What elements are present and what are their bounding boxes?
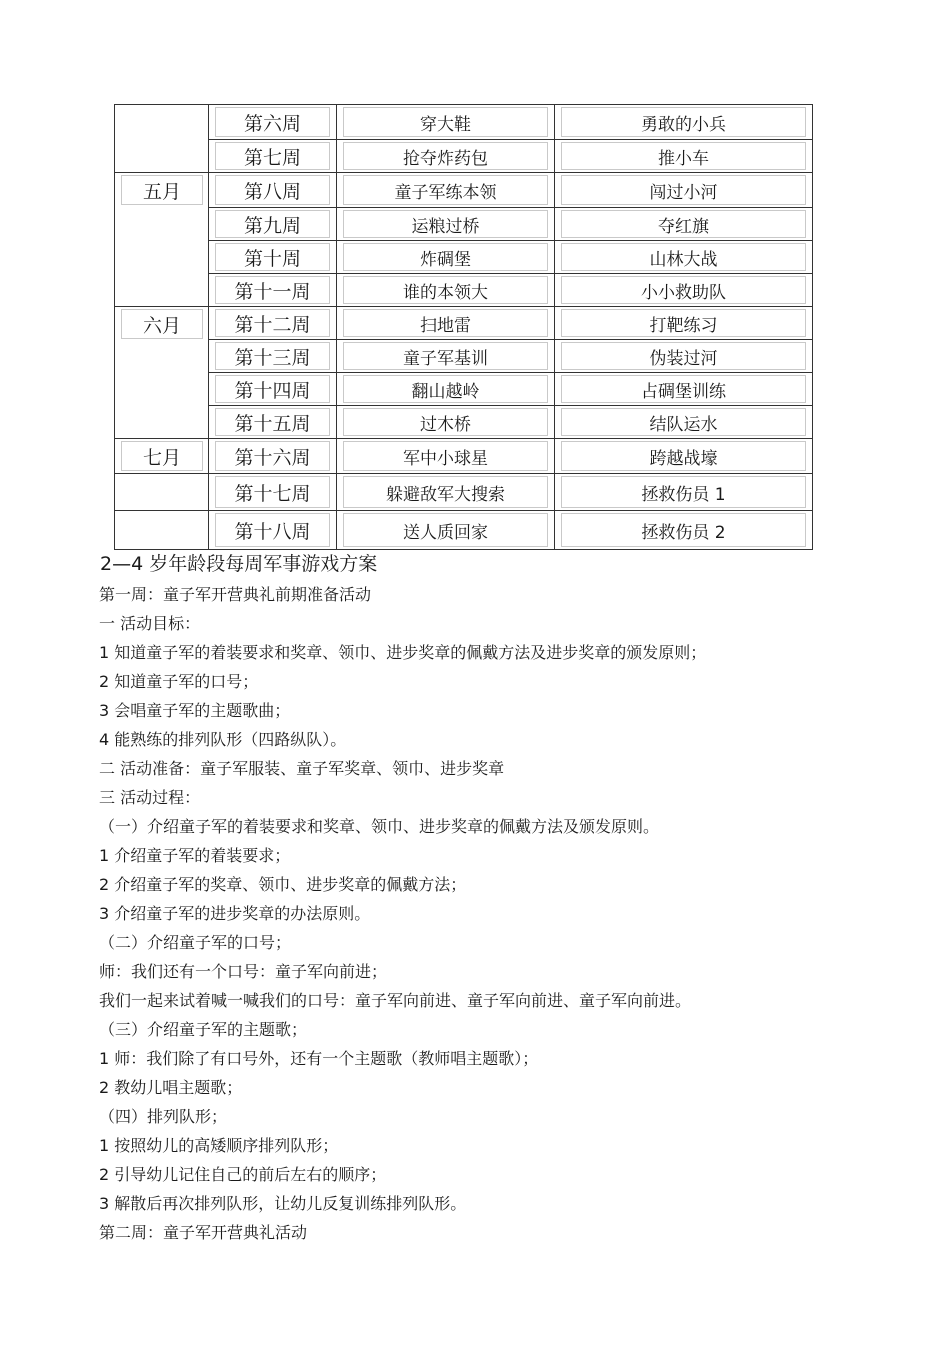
- text-line: 3 解散后再次排列队形，让幼儿反复训练排列队形。: [99, 1194, 467, 1213]
- week-text: 第十七周: [215, 476, 330, 508]
- table-row: [115, 439, 812, 474]
- game-a-text: 躲避敌军大搜索: [343, 476, 548, 508]
- month-label: 五月: [121, 175, 203, 205]
- week-cell: [208, 241, 336, 273]
- game-b-cell: [554, 105, 812, 139]
- text-line: 3 介绍童子军的进步奖章的办法原则。: [99, 904, 371, 923]
- game-a-text: 扫地雷: [343, 309, 548, 337]
- month-cell: [115, 406, 208, 438]
- game-a-cell: [336, 373, 554, 405]
- game-b-text: 拯救伤员 1: [561, 476, 806, 508]
- week-text: 第十一周: [215, 276, 330, 304]
- text-line: （四）排列队形；: [99, 1107, 228, 1126]
- game-a-cell: [336, 274, 554, 306]
- game-b-text: 跨越战壕: [561, 441, 806, 471]
- text-line: 师：我们还有一个口号：童子军向前进；: [99, 962, 388, 981]
- week-cell: [208, 307, 336, 339]
- game-a-text: 过木桥: [343, 408, 548, 436]
- week-cell: [208, 173, 336, 207]
- text-line: 1 师：我们除了有口号外，还有一个主题歌（教师唱主题歌）；: [99, 1049, 539, 1068]
- table-row: [115, 511, 812, 550]
- text-line: 2 知道童子军的口号；: [99, 672, 259, 691]
- game-a-text: 抢夺炸药包: [343, 142, 548, 170]
- game-a-text: 军中小球星: [343, 441, 548, 471]
- text-line: 2 介绍童子军的奖章、领巾、进步奖章的佩戴方法；: [99, 875, 467, 894]
- week-text: 第十周: [215, 243, 330, 271]
- month-cell: [115, 340, 208, 373]
- game-a-cell: [336, 105, 554, 139]
- text-line: （二）介绍童子军的口号；: [99, 933, 292, 952]
- game-b-text: 伪装过河: [561, 342, 806, 370]
- game-b-cell: [554, 439, 812, 473]
- text-line: 三 活动过程：: [99, 788, 201, 807]
- month-cell: [115, 140, 208, 172]
- text-line: 第一周：童子军开营典礼前期准备活动: [99, 585, 372, 604]
- text-line: 2 引导幼儿记住自己的前后左右的顺序；: [99, 1165, 387, 1184]
- week-cell: [208, 208, 336, 240]
- game-b-text: 山林大战: [561, 243, 806, 271]
- text-line: 第二周：童子军开营典礼活动: [99, 1223, 308, 1242]
- week-cell: [208, 340, 336, 372]
- game-a-cell: [336, 208, 554, 240]
- table-row: [115, 474, 812, 511]
- week-text: 第十四周: [215, 375, 330, 403]
- game-a-text: 童子军练本领: [343, 175, 548, 205]
- game-a-text: 炸碉堡: [343, 243, 548, 271]
- table-row: [115, 105, 812, 140]
- week-cell: [208, 511, 336, 549]
- week-cell: [208, 406, 336, 438]
- game-b-cell: [554, 373, 812, 405]
- schedule-table: [114, 104, 813, 550]
- week-text: 第九周: [215, 210, 330, 238]
- week-text: 第十三周: [215, 342, 330, 370]
- text-line: 1 知道童子军的着装要求和奖章、领巾、进步奖章的佩戴方法及进步奖章的颁发原则；: [99, 643, 707, 662]
- game-a-text: 运粮过桥: [343, 210, 548, 238]
- game-a-cell: [336, 140, 554, 172]
- text-line: 1 介绍童子军的着装要求；: [99, 846, 291, 865]
- week-cell: [208, 140, 336, 172]
- game-a-cell: [336, 307, 554, 339]
- week-text: 第十八周: [215, 513, 330, 547]
- text-line: （三）介绍童子军的主题歌；: [99, 1020, 308, 1039]
- text-line: 1 按照幼儿的高矮顺序排列队形；: [99, 1136, 339, 1155]
- week-cell: [208, 474, 336, 510]
- month-cell: [115, 241, 208, 274]
- text-line: 2 教幼儿唱主题歌；: [99, 1078, 243, 1097]
- month-cell: [115, 105, 208, 140]
- table-row: [115, 208, 812, 241]
- month-cell: [115, 307, 208, 340]
- week-text: 第八周: [215, 175, 330, 205]
- month-cell: [115, 511, 208, 549]
- text-line: 4 能熟练的排列队形（四路纵队）。: [99, 730, 347, 749]
- game-b-cell: [554, 307, 812, 339]
- game-b-text: 小小救助队: [561, 276, 806, 304]
- game-a-text: 穿大鞋: [343, 107, 548, 137]
- game-a-text: 送人质回家: [343, 513, 548, 547]
- text-line: 3 会唱童子军的主题歌曲；: [99, 701, 291, 720]
- game-b-cell: [554, 474, 812, 510]
- game-a-text: 谁的本领大: [343, 276, 548, 304]
- game-b-text: 闯过小河: [561, 175, 806, 205]
- text-line: 一 活动目标：: [99, 614, 201, 633]
- game-b-text: 夺红旗: [561, 210, 806, 238]
- section-title: 2—4 岁年龄段每周军事游戏方案: [100, 553, 378, 575]
- game-a-text: 童子军基训: [343, 342, 548, 370]
- month-cell: [115, 373, 208, 406]
- table-row: [115, 373, 812, 406]
- game-a-cell: [336, 511, 554, 549]
- game-a-cell: [336, 241, 554, 273]
- table-row: [115, 307, 812, 340]
- game-b-cell: [554, 140, 812, 172]
- month-cell: [115, 173, 208, 208]
- game-a-cell: [336, 173, 554, 207]
- game-b-text: 拯救伤员 2: [561, 513, 806, 547]
- week-text: 第十五周: [215, 408, 330, 436]
- game-b-cell: [554, 511, 812, 549]
- game-b-cell: [554, 173, 812, 207]
- table-row: [115, 406, 812, 439]
- game-b-text: 勇敢的小兵: [561, 107, 806, 137]
- table-row: [115, 173, 812, 208]
- month-cell: [115, 208, 208, 241]
- week-text: 第七周: [215, 142, 330, 170]
- game-b-text: 结队运水: [561, 408, 806, 436]
- game-b-cell: [554, 241, 812, 273]
- text-line: （一）介绍童子军的着装要求和奖章、领巾、进步奖章的佩戴方法及颁发原则。: [99, 817, 660, 836]
- game-a-cell: [336, 340, 554, 372]
- table-row: [115, 241, 812, 274]
- week-cell: [208, 373, 336, 405]
- game-b-text: 推小车: [561, 142, 806, 170]
- month-label: 六月: [121, 309, 203, 339]
- game-a-cell: [336, 439, 554, 473]
- game-b-cell: [554, 274, 812, 306]
- game-b-text: 打靶练习: [561, 309, 806, 337]
- week-cell: [208, 439, 336, 473]
- week-text: 第十二周: [215, 309, 330, 337]
- week-text: 第十六周: [215, 441, 330, 471]
- game-a-text: 翻山越岭: [343, 375, 548, 403]
- month-label: 七月: [121, 441, 203, 471]
- week-cell: [208, 274, 336, 306]
- text-line: 我们一起来试着喊一喊我们的口号：童子军向前进、童子军向前进、童子军向前进。: [99, 991, 692, 1010]
- table-row: [115, 274, 812, 307]
- plan-body: [99, 580, 879, 1247]
- game-b-cell: [554, 340, 812, 372]
- game-a-cell: [336, 474, 554, 510]
- game-b-cell: [554, 208, 812, 240]
- week-cell: [208, 105, 336, 139]
- week-text: 第六周: [215, 107, 330, 137]
- table-row: [115, 140, 812, 173]
- game-a-cell: [336, 406, 554, 438]
- month-cell: [115, 439, 208, 473]
- game-b-cell: [554, 406, 812, 438]
- month-cell: [115, 274, 208, 306]
- month-cell: [115, 474, 208, 510]
- text-line: 二 活动准备：童子军服装、童子军奖章、领巾、进步奖章: [99, 759, 505, 778]
- game-b-text: 占碉堡训练: [561, 375, 806, 403]
- table-row: [115, 340, 812, 373]
